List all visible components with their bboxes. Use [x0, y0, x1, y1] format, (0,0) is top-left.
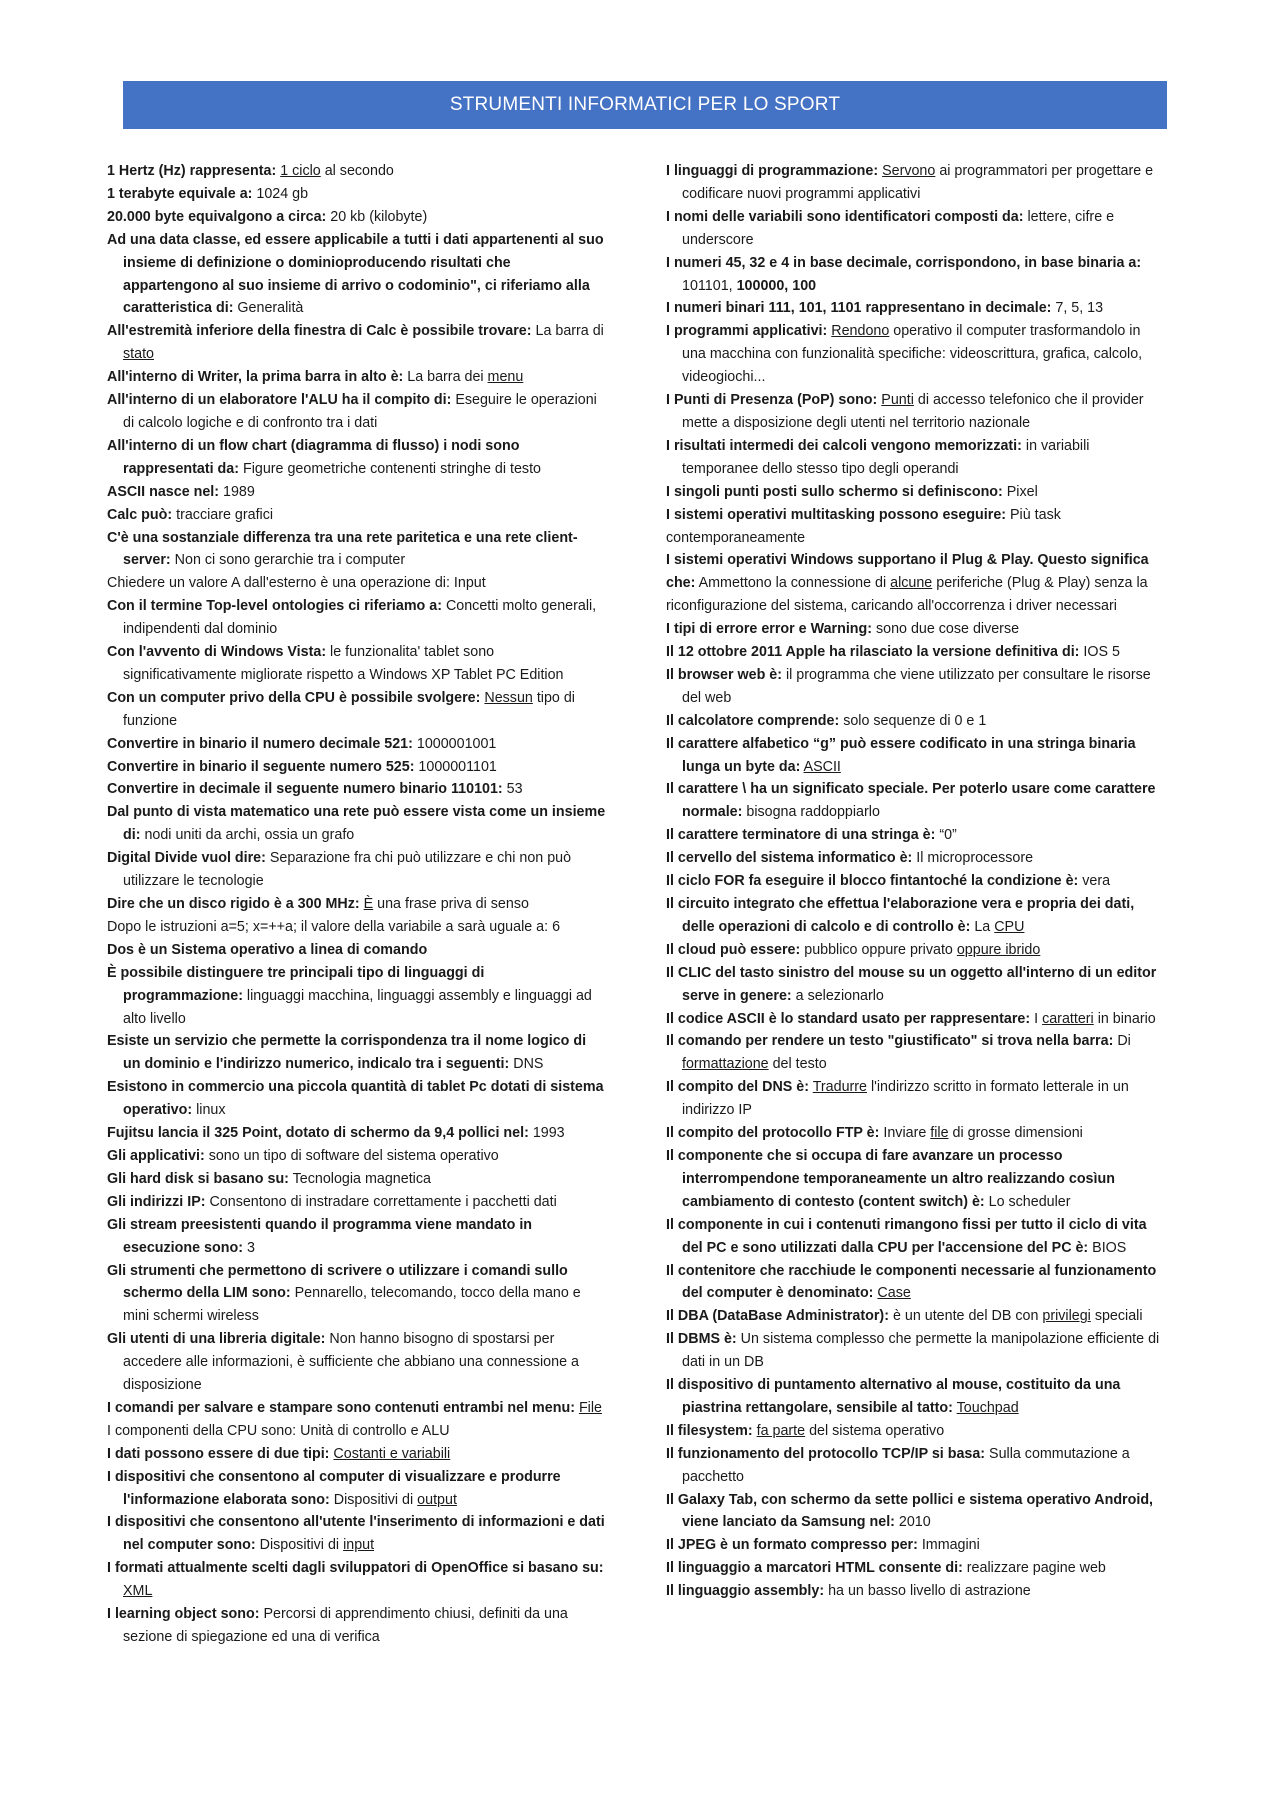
- answer-text: Un sistema complesso che permette la manipolazione efficiente di dati in un DB: [682, 1331, 1160, 1371]
- qa-entry: [666, 1443, 1166, 1489]
- qa-entry: [107, 160, 607, 183]
- left-column: [107, 160, 607, 1649]
- qa-entry: [107, 1030, 607, 1076]
- question-text: All'interno di Writer, la prima barra in alto è:: [107, 369, 404, 386]
- question-text: Il comando per rendere un testo "giustificato" si trova nella barra:: [666, 1033, 1114, 1050]
- answer-underlined: caratteri: [1042, 1010, 1094, 1027]
- qa-entry: [107, 1191, 607, 1214]
- answer-text: Lo scheduler: [984, 1193, 1071, 1210]
- answer-text: l'indirizzo scritto in formato letterale in un indirizzo IP: [682, 1079, 1129, 1119]
- answer-text: tracciare grafici: [172, 506, 274, 523]
- question-text: Con il termine Top-level ontologies ci riferiamo a:: [107, 598, 442, 615]
- qa-entry: [666, 481, 1166, 504]
- answer-text: 2010: [894, 1514, 931, 1531]
- qa-entry: [107, 1260, 607, 1329]
- answer-text: 1024 gb: [252, 185, 309, 202]
- question-text: Il JPEG è un formato compresso per:: [666, 1537, 918, 1554]
- answer-underlined: ASCII: [803, 758, 841, 775]
- qa-entry: [107, 1420, 607, 1443]
- question-text: Il Galaxy Tab, con schermo da sette pollici e sistema operativo Android, viene lanciato da Samsung nel:: [666, 1491, 1154, 1531]
- qa-entry: [666, 893, 1166, 939]
- qa-entry: [666, 1374, 1166, 1420]
- question-text: Gli applicativi:: [107, 1147, 205, 1164]
- question-text: I numeri 45, 32 e 4 in base decimale, corrispondono, in base binaria a:: [666, 254, 1142, 271]
- question-text: I singoli punti posti sullo schermo si definiscono:: [666, 483, 1003, 500]
- qa-entry: [107, 1145, 607, 1168]
- question-text: I dispositivi che consentono all'utente l'inserimento di informazioni e dati nel computer sono:: [107, 1514, 605, 1554]
- question-text: Il DBMS è:: [666, 1331, 737, 1348]
- question-text: Chiedere un valore A dall'esterno è una operazione di:: [107, 575, 450, 592]
- answer-text: Sulla commutazione a pacchetto: [682, 1445, 1130, 1485]
- qa-entry: [107, 389, 607, 435]
- question-text: Il filesystem:: [666, 1422, 753, 1439]
- page-title: STRUMENTI INFORMATICI PER LO SPORT: [449, 94, 841, 115]
- qa-entry: [107, 893, 607, 916]
- answer-underlined: fa parte: [756, 1422, 806, 1439]
- answer-underlined: Tradurre: [812, 1079, 867, 1096]
- qa-entry: [107, 939, 607, 962]
- answer-underlined: Case: [877, 1285, 911, 1302]
- answer-text: bisogna raddoppiarlo: [742, 804, 880, 821]
- qa-entry: [666, 1076, 1166, 1122]
- qa-entry: [666, 618, 1166, 641]
- answer-underlined: formattazione: [682, 1056, 769, 1073]
- question-text: Esistono in commercio una piccola quantità di tablet Pc dotati di sistema operativo:: [107, 1079, 604, 1119]
- answer-text: Non hanno bisogno di spostarsi per accedere alle informazioni, è sufficiente che abbiano una connessione a disposizione: [123, 1331, 579, 1394]
- answer-text: Eseguire le operazioni di calcolo logiche e di confronto tra i dati: [123, 392, 597, 431]
- answer-text: 20 kb (kilobyte): [326, 208, 428, 225]
- answer-text: IOS 5: [1079, 644, 1120, 661]
- answer-text: 53: [502, 781, 523, 798]
- question-text: I numeri binari 111, 101, 1101 rappresentano in decimale:: [666, 300, 1052, 317]
- question-text: Il compito del protocollo FTP è:: [666, 1125, 880, 1142]
- qa-entry: [107, 1511, 607, 1557]
- answer-text: BIOS: [1088, 1239, 1127, 1256]
- qa-entry: [666, 1489, 1166, 1535]
- question-text: 1 terabyte equivale a:: [107, 185, 253, 202]
- question-text: Convertire in binario il seguente numero 525:: [107, 758, 415, 775]
- qa-entry: [107, 366, 607, 389]
- qa-entry: [107, 778, 607, 801]
- answer-text: è un utente del DB con: [888, 1308, 1043, 1325]
- answer-underlined: menu: [487, 369, 524, 386]
- qa-entry: [107, 916, 607, 939]
- question-text: Il browser web è:: [666, 666, 782, 683]
- answer-text: pubblico oppure privato: [800, 941, 957, 958]
- question-text: Il cervello del sistema informatico è:: [666, 850, 913, 867]
- answer-text: 7, 5, 13: [1051, 300, 1104, 317]
- qa-entry: [107, 641, 607, 687]
- qa-entry: [666, 1260, 1166, 1306]
- qa-entry: [107, 206, 607, 229]
- answer-underlined: oppure ibrido: [956, 941, 1041, 958]
- question-text: Calc può:: [107, 506, 173, 523]
- question-text: Esiste un servizio che permette la corrispondenza tra il nome logico di un dominio e l'indirizzo numerico, indicalo tra i seguenti:: [107, 1033, 587, 1073]
- answer-text: nodi uniti da archi, ossia un grafo: [140, 827, 355, 844]
- question-text: I risultati intermedi dei calcoli vengono memorizzati:: [666, 437, 1022, 454]
- qa-entry: [107, 527, 607, 573]
- answer-text: Pennarello, telecomando, tocco della mano e mini schermi wireless: [123, 1285, 581, 1325]
- answer-text: al secondo: [320, 163, 394, 179]
- question-text: Il calcolatore comprende:: [666, 712, 840, 729]
- answer-text: Generalità: [233, 300, 304, 317]
- answer-text: Di: [1113, 1033, 1131, 1050]
- question-text: Il funzionamento del protocollo TCP/IP si basa:: [666, 1445, 986, 1462]
- qa-entry: [666, 733, 1166, 779]
- qa-entry: [666, 297, 1166, 320]
- answer-underlined: File: [578, 1399, 602, 1416]
- qa-entry: [666, 389, 1166, 435]
- answer-text: tipo di funzione: [123, 689, 575, 729]
- qa-entry: [666, 1008, 1166, 1031]
- question-text: All'interno di un elaboratore l'ALU ha il compito di:: [107, 392, 452, 409]
- answer-text: Non ci sono gerarchie tra i computer: [170, 552, 406, 569]
- answer-text: Tecnologia magnetica: [288, 1170, 431, 1187]
- answer-text: DNS: [509, 1056, 544, 1073]
- question-text: Il linguaggio a marcatori HTML consente di:: [666, 1560, 963, 1577]
- answer-text: Percorsi di apprendimento chiusi, definiti da una sezione di spiegazione ed una di verifica: [123, 1606, 568, 1645]
- answer-underlined: 1 ciclo: [280, 163, 321, 179]
- answer-text: Ammettono la connessione di: [695, 575, 891, 592]
- question-text: Il CLIC del tasto sinistro del mouse su un oggetto all'interno di un editor serve in genere:: [666, 964, 1157, 1004]
- answer-text: Separazione fra chi può utilizzare e chi non può utilizzare le tecnologie: [123, 850, 572, 890]
- qa-entry: [666, 939, 1166, 962]
- answer-underlined: Punti: [881, 392, 914, 409]
- answer-text: La barra dei: [403, 369, 488, 386]
- question-text: ASCII nasce nel:: [107, 483, 220, 500]
- answer-text: di accesso telefonico che il provider mette a disposizione degli utenti nel territorio nazionale: [682, 392, 1144, 431]
- answer-text: Unità di controllo e ALU: [296, 1422, 450, 1439]
- question-text: Il cloud può essere:: [666, 941, 801, 958]
- title-banner: [123, 81, 1167, 129]
- answer-text: speciali: [1090, 1308, 1143, 1325]
- qa-entry: [107, 756, 607, 779]
- question-text: È possibile distinguere tre principali tipo di linguaggi di programmazione:: [107, 964, 485, 1004]
- qa-entry: [107, 1214, 607, 1260]
- question-text: All'interno di un flow chart (diagramma di flusso) i nodi sono rappresentati da:: [107, 437, 520, 477]
- answer-text: 100000, 100: [736, 277, 817, 294]
- answer-text: Immagini: [917, 1537, 980, 1554]
- qa-entry: [666, 160, 1166, 206]
- qa-entry: [107, 504, 607, 527]
- answer-text: Il microprocessore: [912, 850, 1034, 867]
- answer-text: le funzionalita' tablet sono significativamente migliorate rispetto a Windows XP Tablet PC Edition: [123, 644, 564, 683]
- answer-text: sono due cose diverse: [872, 621, 1020, 638]
- question-text: Digital Divide vuol dire:: [107, 850, 266, 867]
- answer-text: il programma che viene utilizzato per consultare le risorse del web: [682, 666, 1151, 706]
- qa-entry: [107, 435, 607, 481]
- qa-entry: [666, 1580, 1166, 1603]
- question-text: Il linguaggio assembly:: [666, 1583, 825, 1600]
- answer-text: Inviare: [879, 1125, 931, 1142]
- question-text: Con l'avvento di Windows Vista:: [107, 644, 327, 661]
- qa-entry: [666, 1145, 1166, 1214]
- question-text: Gli utenti di una libreria digitale:: [107, 1331, 326, 1348]
- answer-text: realizzare pagine web: [962, 1560, 1106, 1577]
- question-text: Gli stream preesistenti quando il programma viene mandato in esecuzione sono:: [107, 1216, 533, 1256]
- qa-entry: [666, 549, 1166, 618]
- answer-underlined: Nessun: [484, 689, 533, 706]
- answer-text: linguaggi macchina, linguaggi assembly e linguaggi ad alto livello: [123, 987, 592, 1027]
- answer-text: periferiche (Plug & Play) senza la riconfigurazione del sistema, caricando all'occorrenza i driver necessari: [666, 575, 1148, 615]
- question-text: Il dispositivo di puntamento alternativo al mouse, costituito da una piastrina rettangolare, sensibile al tatto:: [666, 1377, 1121, 1416]
- question-text: Gli indirizzi IP:: [107, 1193, 206, 1210]
- answer-underlined: Touchpad: [956, 1399, 1019, 1416]
- qa-entry: [107, 1397, 607, 1420]
- question-text: Il carattere \ ha un significato speciale. Per poterlo usare come carattere normale:: [666, 781, 1156, 821]
- qa-entry: [666, 641, 1166, 664]
- qa-entry: [666, 870, 1166, 893]
- answer-text: 1989: [219, 483, 255, 500]
- question-text: Il ciclo FOR fa eseguire il blocco fintantoché la condizione è:: [666, 873, 1079, 890]
- answer-text: una frase priva di senso: [373, 896, 529, 912]
- question-text: I sistemi operativi multitasking possono eseguire:: [666, 506, 1007, 523]
- qa-entry: [666, 1122, 1166, 1145]
- question-text: Il componente che si occupa di fare avanzare un processo interrompendone temporaneamente un altro realizzando cosìun cambiamento di contesto (content switch) è:: [666, 1147, 1115, 1210]
- answer-text: linux: [192, 1102, 226, 1119]
- answer-text: 3: [242, 1239, 255, 1256]
- answer-underlined: alcune: [890, 575, 933, 592]
- qa-entry: [666, 1420, 1166, 1443]
- qa-entry: [666, 1534, 1166, 1557]
- answer-text: 6: [548, 918, 561, 935]
- answer-text: sono un tipo di software del sistema operativo: [204, 1147, 499, 1164]
- qa-entry: [107, 1443, 607, 1466]
- answer-text: 1993: [528, 1125, 565, 1142]
- question-text: Gli strumenti che permettono di scrivere o utilizzare i comandi sullo schermo della LIM sono:: [107, 1262, 568, 1302]
- question-text: Dos è un Sistema operativo a linea di comando: [107, 941, 428, 958]
- question-text: I formati attualmente scelti dagli sviluppatori di OpenOffice si basano su:: [107, 1560, 604, 1577]
- question-text: I dati possono essere di due tipi:: [107, 1445, 330, 1462]
- qa-entry: [666, 710, 1166, 733]
- answer-underlined: input: [343, 1537, 375, 1554]
- question-text: Fujitsu lancia il 325 Point, dotato di schermo da 9,4 pollici nel:: [107, 1125, 529, 1142]
- qa-entry: [107, 1466, 607, 1512]
- qa-entry: [107, 733, 607, 756]
- question-text: Dopo le istruzioni a=5; x=++a; il valore della variabile a sarà uguale a:: [107, 918, 549, 935]
- qa-entry: [666, 962, 1166, 1008]
- answer-text: ha un basso livello di astrazione: [824, 1583, 1031, 1600]
- question-text: All'estremità inferiore della finestra di Calc è possibile trovare:: [107, 323, 532, 340]
- answer-text: Input: [449, 575, 486, 592]
- question-text: 20.000 byte equivalgono a circa:: [107, 208, 327, 225]
- answer-text: Dispositivi di: [255, 1537, 344, 1554]
- question-text: I tipi di errore error e Warning:: [666, 621, 873, 638]
- question-text: I linguaggi di programmazione:: [666, 163, 879, 179]
- question-text: I Punti di Presenza (PoP) sono:: [666, 392, 878, 409]
- answer-text: Consentono di instradare correttamente i pacchetti dati: [205, 1193, 557, 1210]
- question-text: I componenti della CPU sono:: [107, 1422, 297, 1439]
- answer-text: Più task contemporaneamente: [666, 506, 1061, 546]
- qa-entry: [666, 664, 1166, 710]
- question-text: I comandi per salvare e stampare sono contenuti entrambi nel menu:: [107, 1399, 575, 1416]
- answer-underlined: privilegi: [1042, 1308, 1091, 1325]
- answer-underlined: Rendono: [831, 323, 890, 340]
- qa-entry: [107, 1122, 607, 1145]
- answer-text: lettere, cifre e underscore: [682, 208, 1115, 248]
- question-text: I learning object sono:: [107, 1606, 260, 1623]
- answer-text: di grosse dimensioni: [948, 1125, 1083, 1142]
- answer-underlined: CPU: [994, 918, 1025, 935]
- answer-text: a selezionarlo: [791, 987, 884, 1004]
- qa-entry: [107, 687, 607, 733]
- qa-entry: [107, 1076, 607, 1122]
- answer-text: in variabili temporanee dello stesso tipo degli operandi: [682, 437, 1090, 477]
- qa-entry: [107, 572, 607, 595]
- question-text: Convertire in decimale il seguente numero binario 110101:: [107, 781, 503, 798]
- question-text: C'è una sostanziale differenza tra una rete paritetica e una rete client-server:: [107, 529, 578, 569]
- answer-underlined: Servono: [882, 163, 936, 179]
- qa-entry: [666, 206, 1166, 252]
- question-text: Ad una data classe, ed essere applicabile a tutti i dati appartenenti al suo insieme di definizione o dominioproducendo risultati che appartengono al suo insieme di arrivo o codominio", ci riferiamo alla caratteristica di:: [107, 231, 604, 317]
- answer-text: Pixel: [1002, 483, 1038, 500]
- answer-text: 1000001001: [412, 735, 497, 752]
- answer-text: La: [970, 918, 995, 935]
- answer-text: vera: [1078, 873, 1111, 890]
- qa-entry: [666, 847, 1166, 870]
- answer-underlined: Costanti e variabili: [333, 1445, 451, 1462]
- answer-underlined: file: [930, 1125, 949, 1142]
- question-text: Dire che un disco rigido è a 300 MHz:: [107, 896, 360, 912]
- qa-entry: [107, 229, 607, 321]
- qa-entry: [666, 320, 1166, 389]
- answer-text: del testo: [768, 1056, 827, 1073]
- qa-entry: [666, 1030, 1166, 1076]
- question-text: Il 12 ottobre 2011 Apple ha rilasciato la versione definitiva di:: [666, 644, 1080, 661]
- qa-entry: [107, 1557, 607, 1603]
- right-column: [666, 160, 1166, 1603]
- qa-entry: [107, 595, 607, 641]
- answer-text: ai programmatori per progettare e codificare nuovi programmi applicativi: [682, 163, 1154, 202]
- question-text: Dal punto di vista matematico una rete può essere vista come un insieme di:: [107, 804, 606, 844]
- qa-entry: [107, 847, 607, 893]
- qa-entry: [107, 962, 607, 1031]
- answer-text: “0”: [935, 827, 957, 844]
- qa-entry: [666, 252, 1166, 298]
- question-text: Il componente in cui i contenuti rimangono fissi per tutto il ciclo di vita del PC e sono utilizzati dalla CPU per l'accensione del PC è:: [666, 1216, 1147, 1256]
- qa-entry: [666, 778, 1166, 824]
- answer-text: I: [1030, 1010, 1043, 1027]
- qa-entry: [107, 481, 607, 504]
- qa-entry: [666, 824, 1166, 847]
- question-text: Il contenitore che racchiude le componenti necessarie al funzionamento del computer è denominato:: [666, 1262, 1157, 1302]
- answer-underlined: output: [417, 1491, 457, 1508]
- qa-entry: [666, 435, 1166, 481]
- question-text: Il compito del DNS è:: [666, 1079, 809, 1096]
- qa-entry: [666, 1328, 1166, 1374]
- qa-entry: [666, 504, 1166, 550]
- question-text: I sistemi operativi Windows supportano il Plug & Play. Questo significa che:: [666, 552, 1149, 592]
- answer-underlined: stato: [123, 346, 154, 363]
- question-text: Il codice ASCII è lo standard usato per rappresentare:: [666, 1010, 1031, 1027]
- answer-text: operativo il computer trasformandolo in una macchina con funzionalità specifiche: videoscrittura, grafica, calcolo, videogiochi...: [682, 323, 1143, 386]
- answer-text: 101101,: [682, 277, 737, 294]
- answer-underlined: XML: [123, 1583, 153, 1600]
- answer-text: La barra di: [531, 323, 604, 340]
- question-text: Il DBA (DataBase Administrator):: [666, 1308, 889, 1325]
- qa-entry: [107, 801, 607, 847]
- question-text: I programmi applicativi:: [666, 323, 828, 340]
- qa-entry: [107, 183, 607, 206]
- answer-text: Dispositivi di: [329, 1491, 418, 1508]
- answer-underlined: È: [363, 896, 374, 912]
- question-text: Il carattere alfabetico “g” può essere codificato in una stringa binaria lunga un byte da:: [666, 735, 1136, 775]
- answer-text: Figure geometriche contenenti stringhe di testo: [239, 460, 541, 477]
- qa-entry: [666, 1305, 1166, 1328]
- question-text: Il circuito integrato che effettua l'elaborazione vera e propria dei dati, delle operazioni di calcolo e di controllo è:: [666, 896, 1135, 935]
- qa-entry: [107, 1168, 607, 1191]
- question-text: I dispositivi che consentono al computer di visualizzare e produrre l'informazione elaborata sono:: [107, 1468, 561, 1508]
- qa-entry: [666, 1214, 1166, 1260]
- question-text: Con un computer privo della CPU è possibile svolgere:: [107, 689, 481, 706]
- answer-text: solo sequenze di 0 e 1: [839, 712, 987, 729]
- question-text: Convertire in binario il numero decimale 521:: [107, 735, 413, 752]
- qa-entry: [666, 1557, 1166, 1580]
- question-text: Gli hard disk si basano su:: [107, 1170, 289, 1187]
- question-text: Il carattere terminatore di una stringa è:: [666, 827, 936, 844]
- answer-text: 1000001101: [414, 758, 497, 775]
- qa-entry: [107, 1603, 607, 1649]
- question-text: I nomi delle variabili sono identificatori composti da:: [666, 208, 1024, 225]
- answer-text: del sistema operativo: [805, 1422, 945, 1439]
- qa-entry: [107, 320, 607, 366]
- qa-entry: [107, 1328, 607, 1397]
- answer-text: Concetti molto generali, indipendenti dal dominio: [123, 598, 597, 638]
- question-text: 1 Hertz (Hz) rappresenta:: [107, 163, 277, 179]
- answer-text: in binario: [1093, 1010, 1156, 1027]
